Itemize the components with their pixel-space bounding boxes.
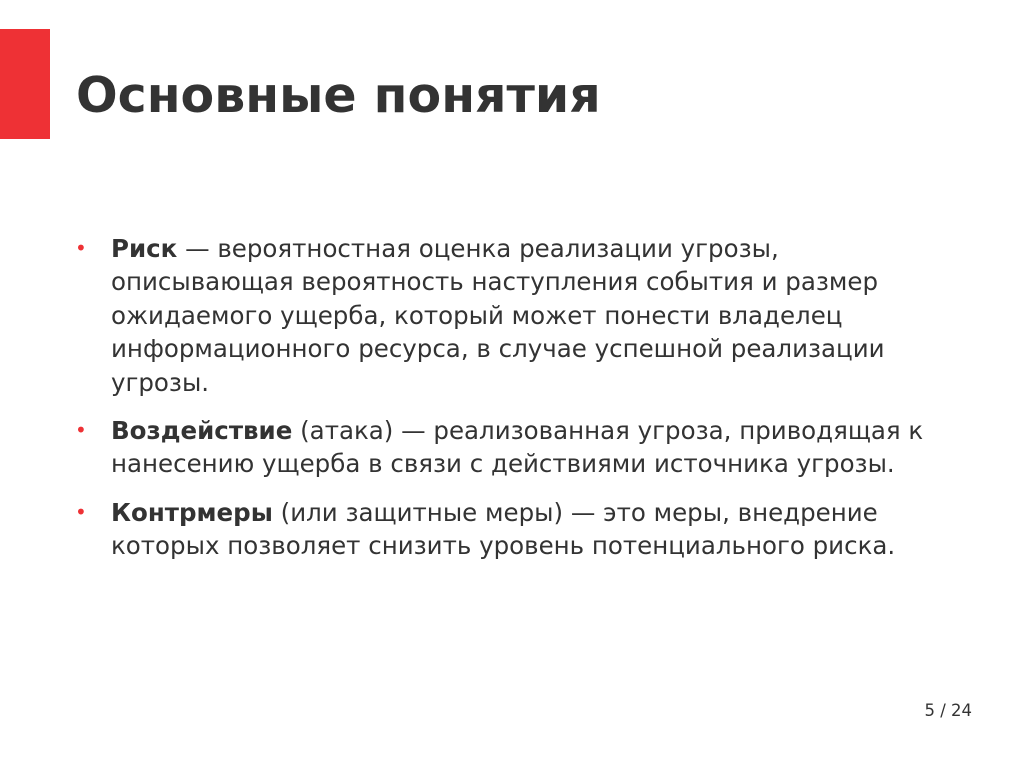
slide-title: Основные понятия <box>76 67 601 124</box>
definition-text: (или защитные меры) — это меры, внедрение которых позволяет снизить уровень потенциального риска. <box>111 497 896 561</box>
bullet-marker: • <box>75 499 87 524</box>
definition-countermeasures <box>75 496 955 563</box>
definition-risk <box>75 232 955 399</box>
definition-list <box>75 232 955 578</box>
page-number: 5 / 24 <box>924 701 972 720</box>
definition-term: Риск <box>111 234 178 263</box>
definition-text: (атака) — реализованная угроза, приводящая к нанесению ущерба в связи с действиями источника угрозы. <box>111 416 924 479</box>
definition-term: Контрмеры <box>111 497 273 527</box>
title-accent-bar <box>0 29 50 139</box>
bullet-marker: • <box>75 418 87 443</box>
definition-impact <box>75 414 955 481</box>
definition-text: — вероятностная оценка реализации угрозы, описывающая вероятность наступления события и размер ожидаемого ущерба, который может понести владелец информационного ресурса, в случае успешной реализации угрозы. <box>111 234 885 397</box>
definition-term: Воздействие <box>111 416 293 446</box>
bullet-marker: • <box>75 236 87 260</box>
